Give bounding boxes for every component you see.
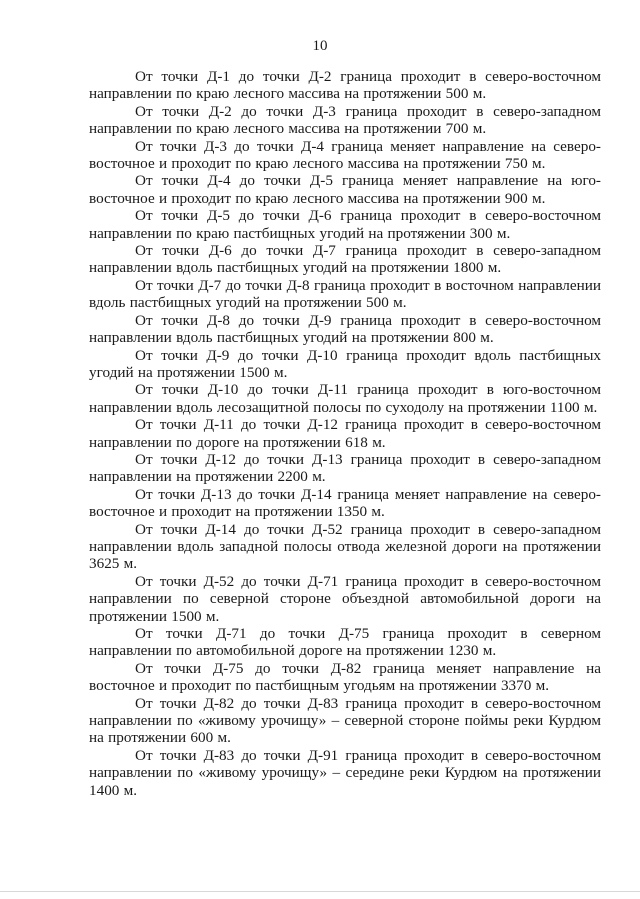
paragraph: От точки Д-4 до точки Д-5 граница меняет направление на юго-восточное и проходит по краю лесного массива на протяжении 900 м. (89, 172, 601, 207)
paragraph: От точки Д-8 до точки Д-9 граница проходит в северо-восточном направлении вдоль пастбищных угодий на протяжении 800 м. (89, 311, 601, 347)
paragraph: От точки Д-71 до точки Д-75 граница проходит в северном направлении по автомобильной дороге на протяжении 1230 м. (89, 625, 601, 660)
paragraph: От точки Д-2 до точки Д-3 граница проходит в северо-западном направлении по краю лесного массива на протяжении 700 м. (89, 102, 601, 138)
paragraph: От точки Д-9 до точки Д-10 граница проходит вдоль пастбищных угодий на протяжении 1500 м. (89, 346, 601, 381)
paragraph: От точки Д-11 до точки Д-12 граница проходит в северо-восточном направлении по дороге на протяжении 618 м. (89, 416, 601, 451)
paragraph: От точки Д-83 до точки Д-91 граница проходит в северо-восточном направлении по «живому урочищу» – середине реки Курдюм на протяжении 1400 м. (89, 746, 601, 799)
paragraph: От точки Д-14 до точки Д-52 граница проходит в северо-западном направлении вдоль западной полосы отвода железной дороги на протяжении 3625 м. (89, 520, 601, 573)
document-body (89, 68, 601, 799)
paragraph: От точки Д-75 до точки Д-82 граница меняет направление на восточное и проходит по пастбищным угодьям на протяжении 3370 м. (89, 659, 601, 695)
paragraph: От точки Д-3 до точки Д-4 граница меняет направление на северо-восточное и проходит по краю лесного массива на протяжении 750 м. (89, 137, 601, 173)
paragraph: От точки Д-12 до точки Д-13 граница проходит в северо-западном направлении на протяжении 2200 м. (89, 450, 601, 486)
paragraph: От точки Д-82 до точки Д-83 граница проходит в северо-восточном направлении по «живому урочищу» – северной стороне поймы реки Курдюм на протяжении 600 м. (89, 694, 601, 747)
page-number: 10 (312, 38, 328, 54)
paragraph: От точки Д-13 до точки Д-14 граница меняет направление на северо-восточное и проходит на протяжении 1350 м. (89, 485, 601, 521)
paragraph: От точки Д-5 до точки Д-6 граница проходит в северо-восточном направлении по краю пастбищных угодий на протяжении 300 м. (89, 207, 601, 242)
paragraph: От точки Д-52 до точки Д-71 граница проходит в северо-восточном направлении по северной стороне объездной автомобильной дороги на протяжении 1500 м. (89, 572, 601, 625)
paragraph: От точки Д-1 до точки Д-2 граница проходит в северо-восточном направлении по краю лесного массива на протяжении 500 м. (89, 68, 601, 103)
scan-edge-line (0, 891, 640, 892)
paragraph: От точки Д-10 до точки Д-11 граница проходит в юго-восточном направлении вдоль лесозащитной полосы по суходолу на протяжении 1100 м. (89, 381, 601, 416)
paragraph: От точки Д-7 до точки Д-8 граница проходит в восточном направлении вдоль пастбищных угодий на протяжении 500 м. (89, 276, 601, 312)
paragraph: От точки Д-6 до точки Д-7 граница проходит в северо-западном направлении вдоль пастбищных угодий на протяжении 1800 м. (89, 242, 601, 277)
